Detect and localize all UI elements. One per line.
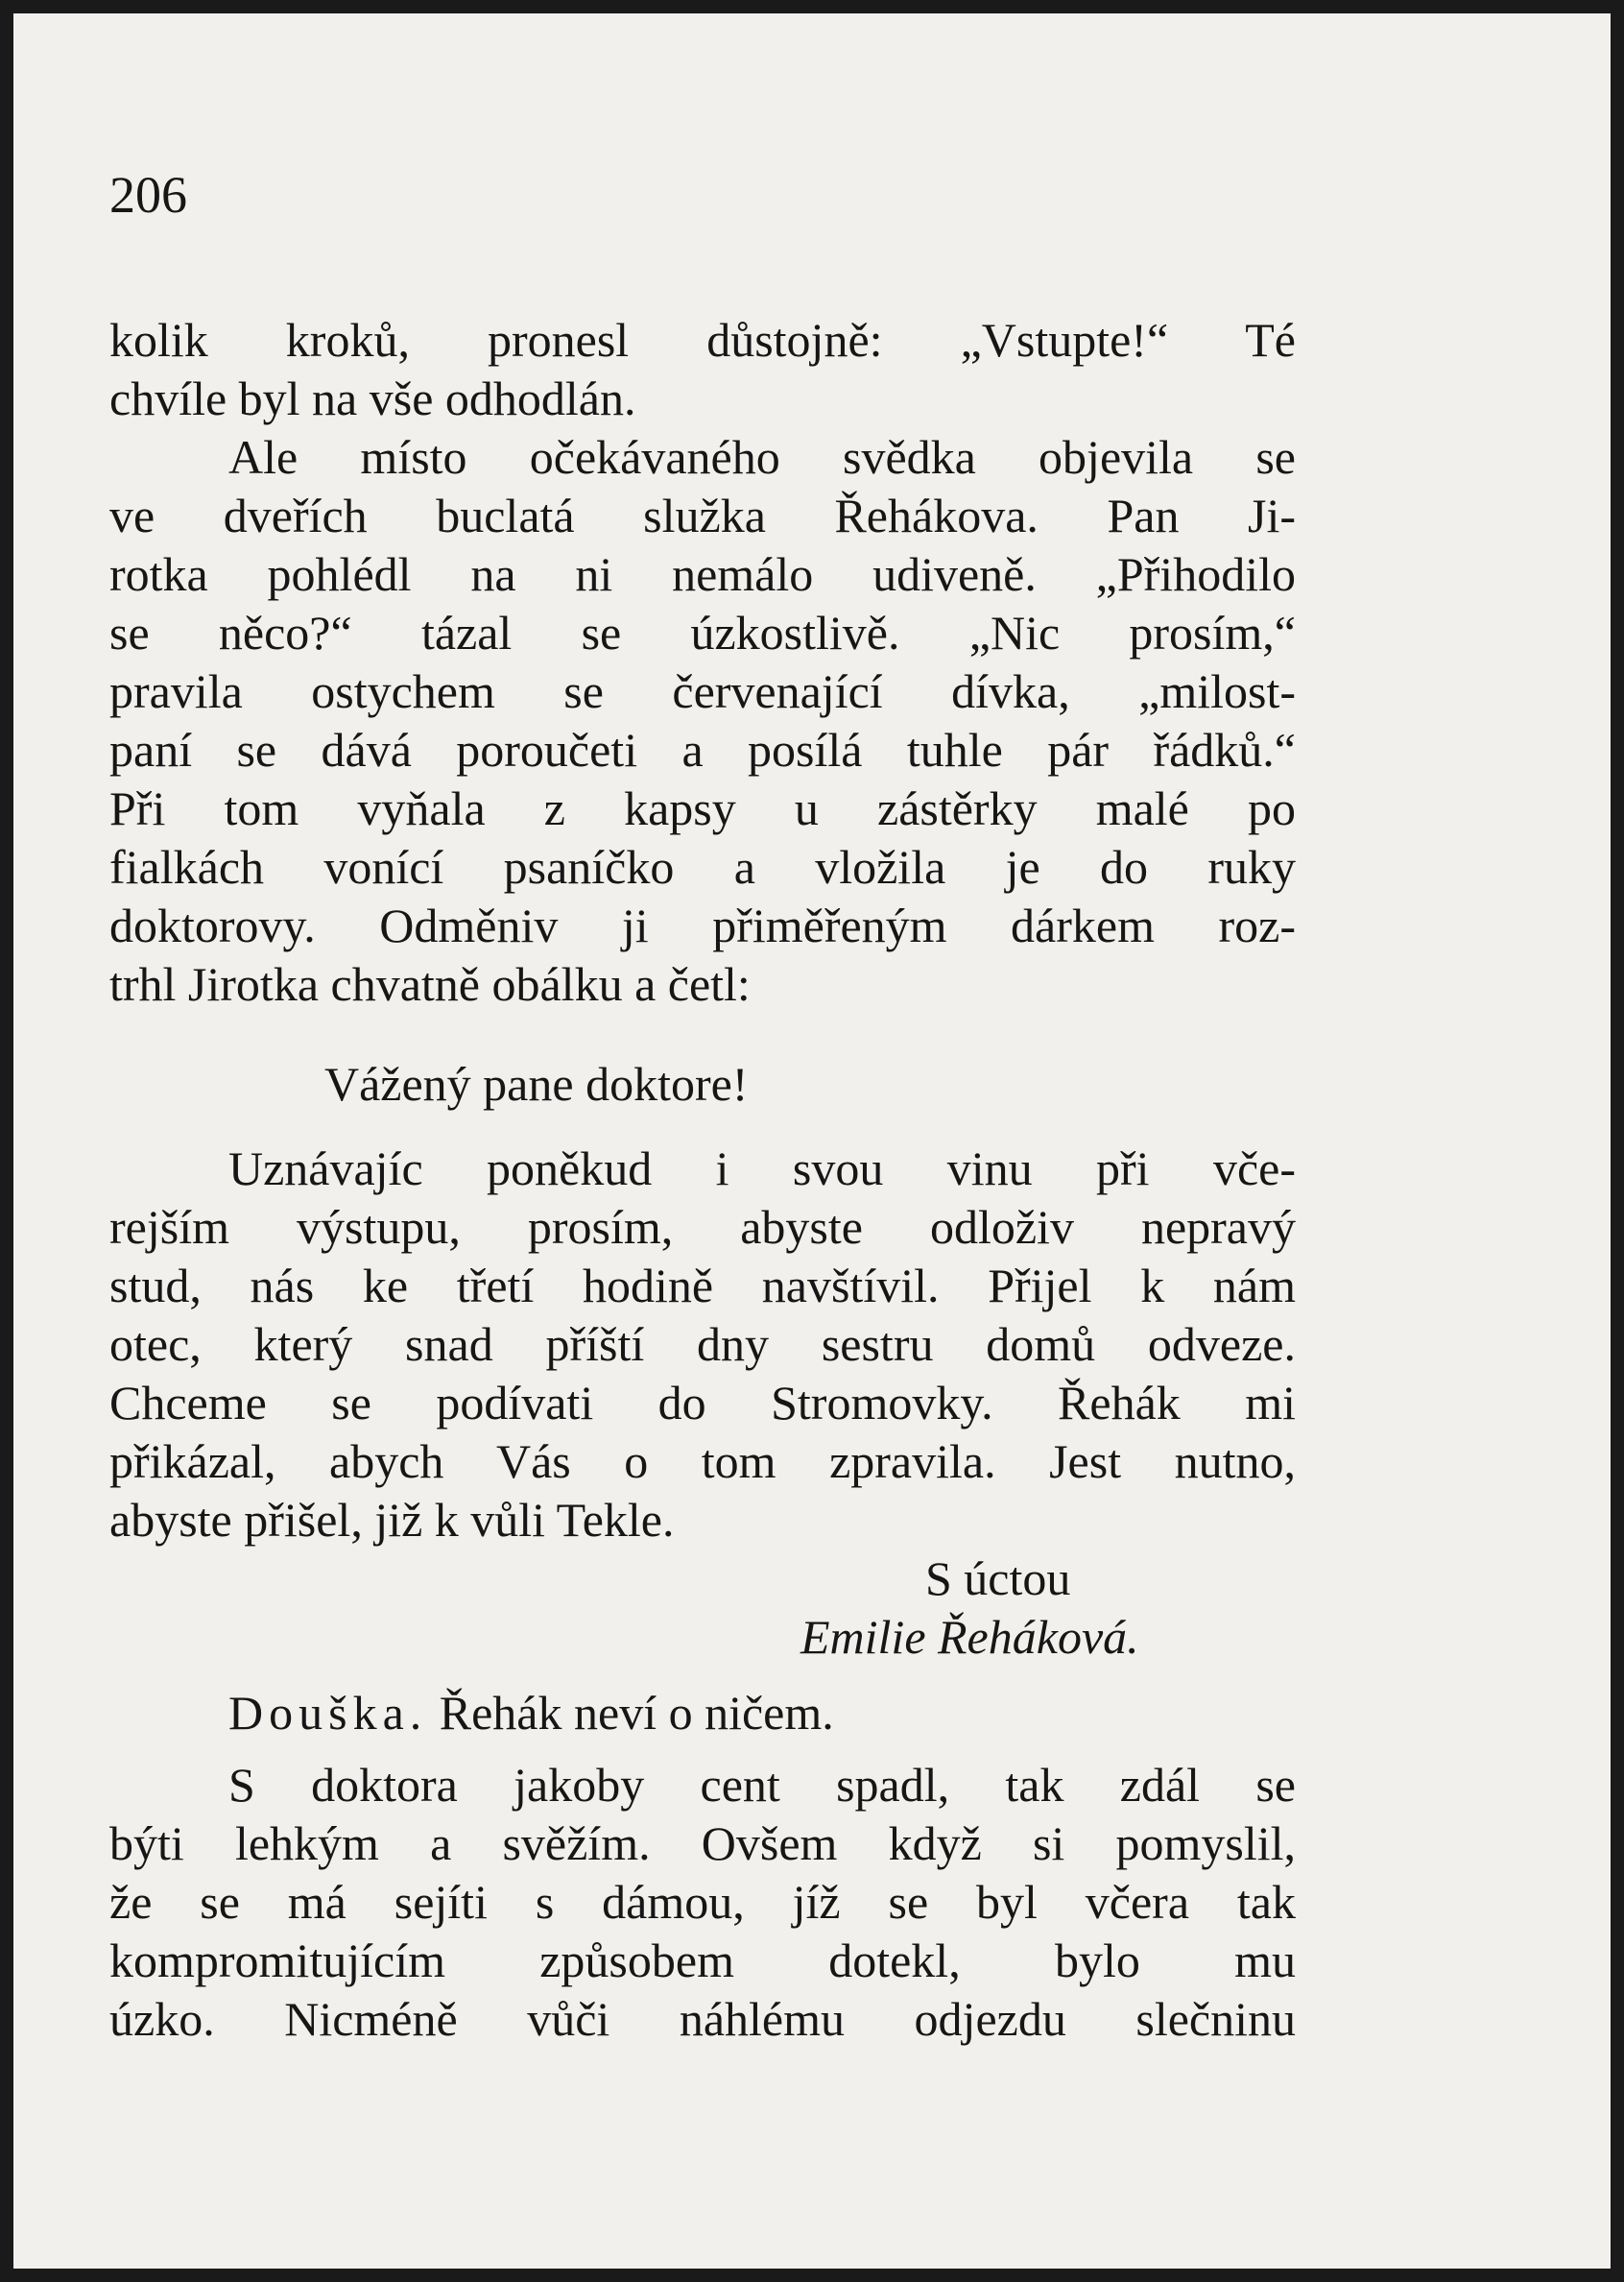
- text-line: rejším výstupu, prosím, abyste odloživ nepravý: [109, 1200, 1296, 1254]
- letter-body: [109, 1140, 1296, 1549]
- text-line: Ale místo očekávaného svědka objevila se: [228, 430, 1296, 484]
- text-line: přikázal, abych Vás o tom zpravila. Jest nutno,: [109, 1434, 1296, 1488]
- postscript-text: Řehák neví o ničem.: [439, 1686, 834, 1740]
- letter-signature: Emilie Řeháková.: [800, 1610, 1139, 1664]
- text-line: kolik kroků, pronesl důstojně: „Vstupte!“ Té: [109, 313, 1296, 367]
- text-line: fialkách vonící psaníčko a vložila je do ruky: [109, 840, 1296, 894]
- letter-salutation: Vážený pane doktore!: [324, 1057, 749, 1111]
- text-line: otec, který snad příští dny sestru domů odveze.: [109, 1317, 1296, 1371]
- text-line: že se má sejíti s dámou, jíž se byl včera tak: [109, 1875, 1296, 1929]
- text-line: býti lehkým a svěžím. Ovšem když si pomyslil,: [109, 1816, 1296, 1870]
- text-line: S doktora jakoby cent spadl, tak zdál se: [228, 1758, 1296, 1812]
- paragraph-doctor-relief: [109, 1756, 1296, 2049]
- page-number: 206: [109, 166, 187, 224]
- text-line: stud, nás ke třetí hodině navštívil. Přijel k nám: [109, 1259, 1296, 1312]
- text-line: rotka pohlédl na ni nemálo udiveně. „Přihodilo: [109, 547, 1296, 601]
- paragraph-servant-arrives: [109, 428, 1296, 1014]
- postscript-line: [109, 1684, 1296, 1742]
- paragraph-continuation: [109, 311, 1296, 428]
- text-line: chvíle byl na vše odhodlán.: [109, 372, 636, 425]
- text-line: Uznávajíc poněkud i svou vinu při vče-: [228, 1141, 1296, 1195]
- text-line: abyste přišel, již k vůli Tekle.: [109, 1493, 675, 1547]
- text-line: paní se dává poroučeti a posílá tuhle pár řádků.“: [109, 723, 1296, 777]
- text-line: ve dveřích buclatá služka Řehákova. Pan Ji-: [109, 489, 1296, 542]
- text-line: Při tom vyňala z kapsy u zástěrky malé po: [109, 781, 1296, 835]
- text-line: Chceme se podívati do Stromovky. Řehák mi: [109, 1376, 1296, 1429]
- text-line: se něco?“ tázal se úzkostlivě. „Nic prosím,“: [109, 606, 1296, 660]
- text-line: trhl Jirotka chvatně obálku a četl:: [109, 957, 751, 1011]
- text-line: doktorovy. Odměniv ji přiměřeným dárkem roz-: [109, 899, 1296, 952]
- letter-closing: S úctou: [925, 1551, 1071, 1605]
- book-page: [13, 13, 1611, 2269]
- text-line: kompromitujícím způsobem dotekl, bylo mu: [109, 1934, 1296, 1987]
- text-line: úzko. Nicméně vůči náhlému odjezdu slečninu: [109, 1992, 1296, 2046]
- postscript-label: Douška.: [228, 1686, 428, 1740]
- text-line: pravila ostychem se červenající dívka, „milost-: [109, 664, 1296, 718]
- letter-postscript: [109, 1684, 1296, 1742]
